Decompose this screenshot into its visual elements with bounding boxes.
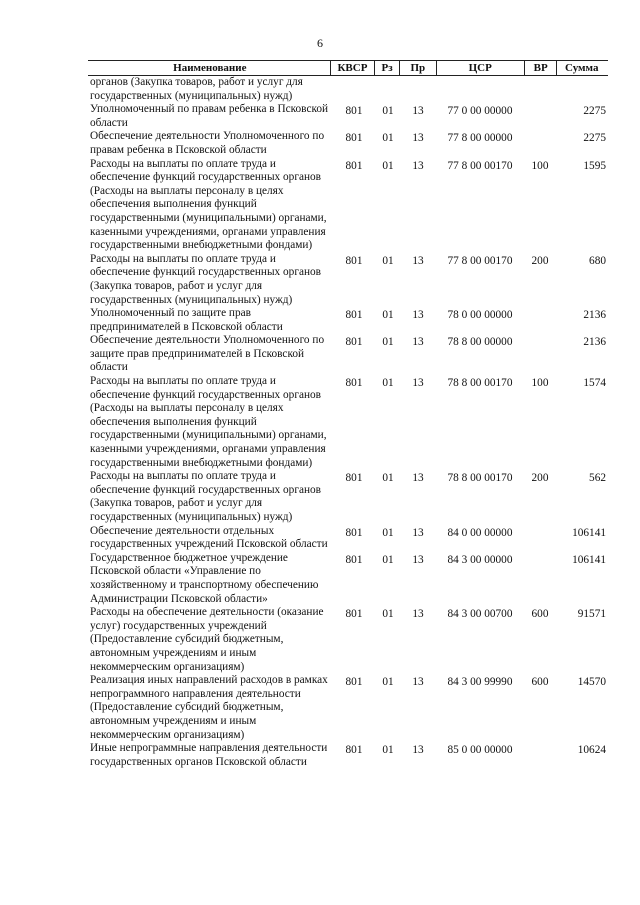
table-row: [88, 334, 608, 375]
table-row: [88, 470, 608, 524]
continuation-text: органов (Закупка товаров, работ и услуг для государственных (муниципальных) нужд): [90, 76, 303, 102]
cell-vr: [524, 334, 556, 375]
cell-pr: 13: [412, 105, 424, 118]
table-row: [88, 103, 608, 130]
cell-pr: 13: [412, 676, 424, 689]
cell-sum: 106141: [572, 526, 606, 539]
cell-rz: 01: [382, 105, 394, 118]
cell-sum: 2275: [583, 132, 606, 145]
cell-rz: 01: [382, 608, 394, 621]
cell-pr: 13: [412, 377, 424, 390]
table-body: [88, 103, 608, 769]
cell-name: Обеспечение деятельности Уполномоченного по правам ребенка в Псковской области: [90, 130, 325, 156]
cell-rz: 01: [382, 309, 394, 322]
cell-kvsr: 801: [345, 608, 363, 621]
cell-pr: 13: [412, 608, 424, 621]
header-vr: ВР: [524, 61, 557, 75]
cell-sum: 562: [589, 472, 606, 485]
cell-vr: 200: [531, 254, 549, 267]
table-row: [88, 307, 608, 334]
cell-sum: 2136: [583, 309, 606, 322]
cell-vr: [524, 103, 556, 130]
cell-sum: 1595: [583, 159, 606, 172]
cell-vr: 600: [531, 608, 549, 621]
cell-csr: 78 8 00 00000: [447, 336, 513, 349]
cell-kvsr: 801: [345, 526, 363, 539]
header-csr: ЦСР: [436, 61, 524, 75]
cell-csr: 84 0 00 00000: [447, 526, 513, 539]
cell-pr: 13: [412, 744, 424, 757]
cell-kvsr: 801: [345, 676, 363, 689]
cell-csr: 78 8 00 00170: [447, 472, 513, 485]
cell-pr: 13: [412, 309, 424, 322]
cell-rz: 01: [382, 553, 394, 566]
cell-csr: 84 3 00 00000: [447, 553, 513, 566]
cell-pr: 13: [412, 254, 424, 267]
header-name: Наименование: [173, 62, 247, 74]
cell-kvsr: 801: [345, 744, 363, 757]
cell-rz: 01: [382, 472, 394, 485]
cell-name: Обеспечение деятельности Уполномоченного по защите прав предпринимателей в Псковской области: [90, 334, 325, 374]
cell-sum: 10624: [577, 744, 606, 757]
cell-vr: [524, 130, 556, 157]
cell-name: Обеспечение деятельности отдельных государственных учреждений Псковской области: [90, 524, 328, 551]
cell-sum: 91571: [577, 608, 606, 621]
cell-name: Реализация иных направлений расходов в рамках непрограммного направления деятельности (Предоставление субсидий бюджетным, автономным учреждениям и иным некоммерческим организациям): [90, 674, 328, 741]
table-row: [88, 375, 608, 470]
cell-sum: 14570: [577, 676, 606, 689]
table-row: [88, 130, 608, 157]
budget-table: [88, 60, 608, 769]
header-sum: Сумма: [556, 61, 608, 75]
cell-name: Иные непрограммные направления деятельности государственных органов Псковской области: [90, 742, 328, 768]
cell-sum: 2275: [583, 105, 606, 118]
cell-name: Расходы на выплаты по оплате труда и обеспечение функций государственных органов (Расходы на выплаты персоналу в целях обеспечения выполнения функций государственными (муниципальными) органами, казенными учреждениями, органами управления государственными внебюджетными фондами): [90, 157, 327, 252]
cell-csr: 78 0 00 00000: [447, 309, 513, 322]
header-pr: Пр: [399, 61, 436, 75]
cell-kvsr: 801: [345, 336, 363, 349]
cell-kvsr: 801: [345, 309, 363, 322]
cell-vr: [524, 742, 556, 769]
cell-name: Расходы на выплаты по оплате труда и обеспечение функций государственных органов (Закупка товаров, работ и услуг для государственных (муниципальных) нужд): [90, 252, 321, 306]
cell-kvsr: 801: [345, 132, 363, 145]
cell-csr: 77 0 00 00000: [447, 105, 513, 118]
header-rz: Рз: [374, 61, 399, 75]
cell-vr: [524, 307, 556, 334]
cell-sum: 680: [589, 254, 606, 267]
cell-vr: 100: [531, 159, 549, 172]
table-row: [88, 674, 608, 742]
cell-pr: 13: [412, 336, 424, 349]
table-row: [88, 253, 608, 307]
cell-kvsr: 801: [345, 105, 363, 118]
cell-kvsr: 801: [345, 159, 363, 172]
table-row: [88, 742, 608, 769]
cell-rz: 01: [382, 254, 394, 267]
cell-rz: 01: [382, 744, 394, 757]
cell-sum: 2136: [583, 336, 606, 349]
cell-name: Расходы на выплаты по оплате труда и обеспечение функций государственных органов (Расходы на выплаты персоналу в целях обеспечения выполнения функций государственными (муниципальными) органами, казенными учреждениями, органами управления государственными внебюджетными фондами): [90, 375, 327, 469]
cell-csr: 78 8 00 00170: [447, 377, 513, 390]
table-row: [88, 552, 608, 606]
cell-pr: 13: [412, 159, 424, 172]
table-row: [88, 525, 608, 552]
cell-rz: 01: [382, 676, 394, 689]
cell-vr: [524, 552, 556, 606]
cell-name: Расходы на обеспечение деятельности (оказание услуг) государственных учреждений (Предоставление субсидий бюджетным, автономным учреждениям и иным некоммерческим организациям): [90, 606, 324, 673]
cell-rz: 01: [382, 526, 394, 539]
cell-kvsr: 801: [345, 254, 363, 267]
cell-rz: 01: [382, 336, 394, 349]
cell-csr: 84 3 00 00700: [447, 608, 513, 621]
cell-sum: 106141: [572, 553, 606, 566]
cell-name: Государственное бюджетное учреждение Псковской области «Управление по хозяйственному и транспортному обеспечению Администрации Псковской области»: [90, 551, 319, 605]
table-header: [88, 60, 608, 76]
cell-rz: 01: [382, 159, 394, 172]
cell-vr: 200: [531, 472, 549, 485]
header-kvsr: КВСР: [330, 61, 375, 75]
cell-kvsr: 801: [345, 553, 363, 566]
cell-sum: 1574: [583, 377, 606, 390]
cell-pr: 13: [412, 526, 424, 539]
cell-csr: 77 8 00 00170: [447, 159, 513, 172]
cell-name: Уполномоченный по правам ребенка в Псковской области: [90, 103, 329, 129]
cell-kvsr: 801: [345, 377, 363, 390]
cell-pr: 13: [412, 553, 424, 566]
table-row: [88, 606, 608, 674]
page-number: 6: [317, 36, 323, 50]
cell-csr: 85 0 00 00000: [447, 744, 513, 757]
table-row: [88, 158, 608, 253]
cell-vr: 600: [531, 676, 549, 689]
cell-kvsr: 801: [345, 472, 363, 485]
cell-vr: [524, 525, 556, 552]
cell-vr: 100: [531, 377, 549, 390]
cell-pr: 13: [412, 132, 424, 145]
cell-csr: 84 3 00 99990: [447, 676, 513, 689]
cell-name: Уполномоченный по защите прав предпринимателей в Псковской области: [90, 307, 283, 333]
cell-rz: 01: [382, 132, 394, 145]
cell-rz: 01: [382, 377, 394, 390]
continuation-row: [88, 76, 608, 103]
cell-csr: 77 8 00 00170: [447, 254, 513, 267]
cell-pr: 13: [412, 472, 424, 485]
cell-name: Расходы на выплаты по оплате труда и обеспечение функций государственных органов (Закупка товаров, работ и услуг для государственных (муниципальных) нужд): [90, 470, 321, 523]
cell-csr: 77 8 00 00000: [447, 132, 513, 145]
